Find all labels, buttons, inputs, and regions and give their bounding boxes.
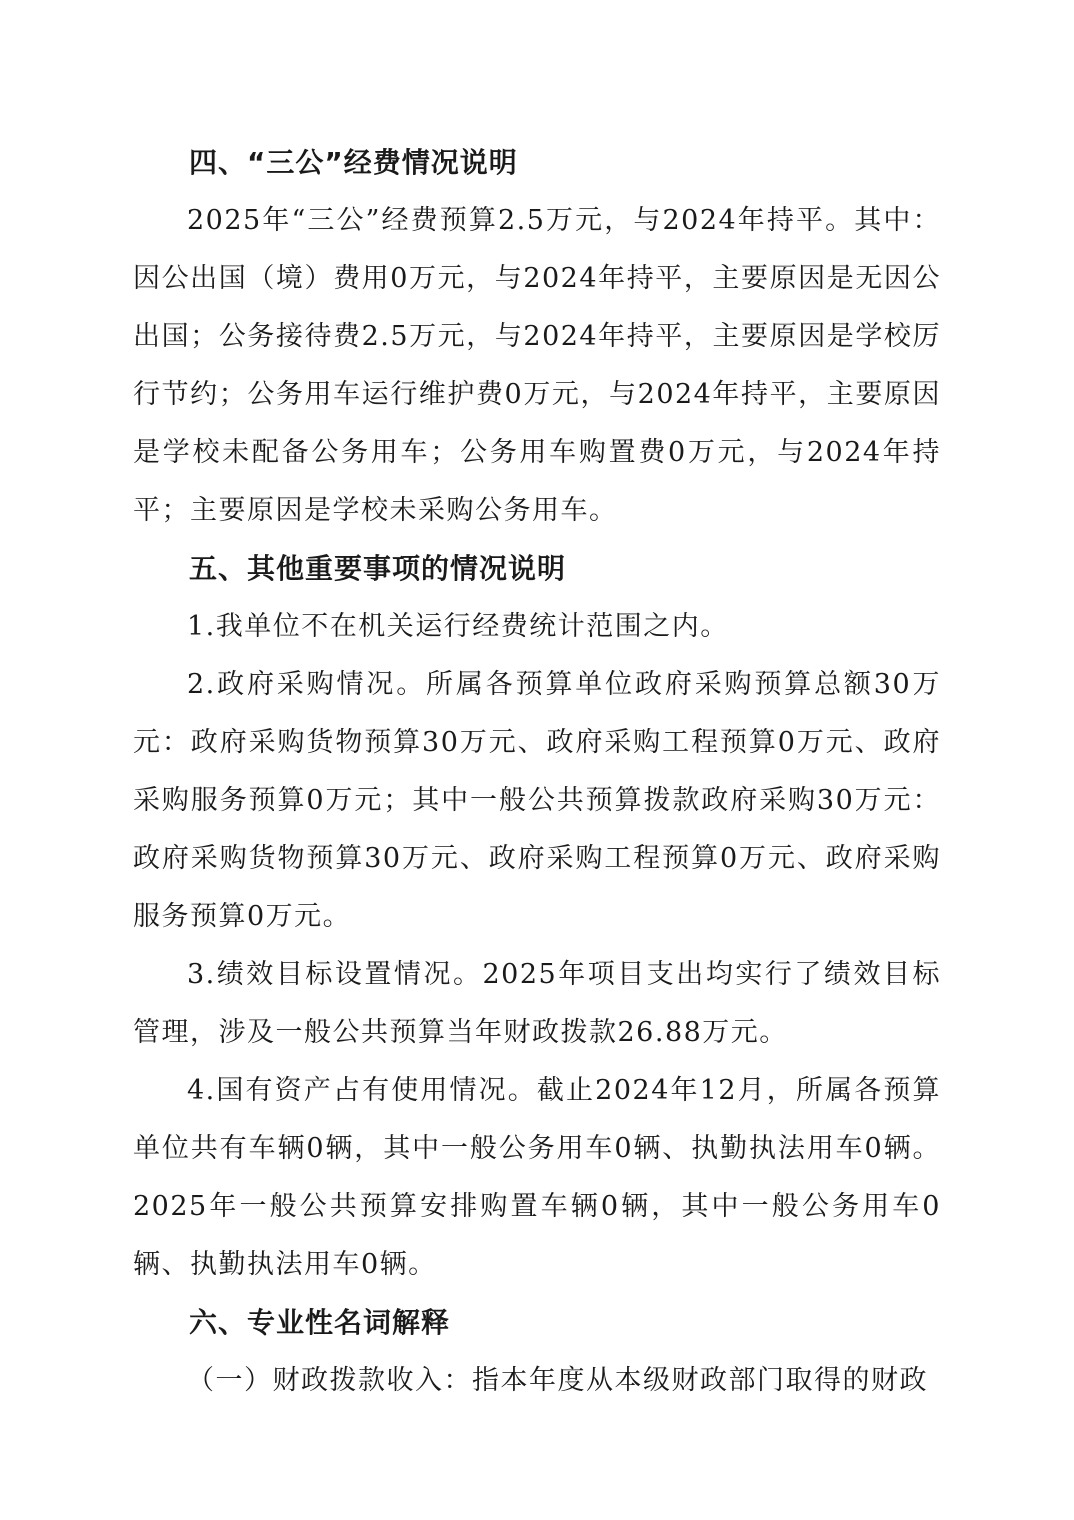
section-heading-sangong: 四、“三公”经费情况说明 xyxy=(189,146,518,179)
paragraph-state-assets: 4.国有资产占有使用情况。截止2024年12月，所属各预算单位共有车辆0辆，其中一般公务用车0辆、执勤执法用车0辆。2025年一般公共预算安排购置车辆0辆，其中一般公务用车0辆、执勤执法用车0辆。 xyxy=(133,1075,941,1280)
section-heading-other-matters: 五、其他重要事项的情况说明 xyxy=(189,552,567,585)
paragraph-sangong-budget: 2025年“三公”经费预算2.5万元，与2024年持平。其中：因公出国（境）费用0万元，与2024年持平，主要原因是无因公出国；公务接待费2.5万元，与2024年持平，主要原因是学校厉行节约；公务用车运行维护费0万元，与2024年持平，主要原因是学校未配备公务用车；公务用车购置费0万元，与2024年持平；主要原因是学校未采购公务用车。 xyxy=(133,205,941,526)
paragraph-government-procurement: 2.政府采购情况。所属各预算单位政府采购预算总额30万元：政府采购货物预算30万元、政府采购工程预算0万元、政府采购服务预算0万元；其中一般公共预算拨款政府采购30万元：政府采购货物预算30万元、政府采购工程预算0万元、政府采购服务预算0万元。 xyxy=(133,669,941,932)
document-body xyxy=(133,134,941,1410)
paragraph-performance-targets: 3.绩效目标设置情况。2025年项目支出均实行了绩效目标管理，涉及一般公共预算当年财政拨款26.88万元。 xyxy=(133,959,941,1048)
paragraph-fiscal-appropriation-income: （一）财政拨款收入：指本年度从本级财政部门取得的财政 xyxy=(187,1365,928,1396)
paragraph-operating-funds: 1.我单位不在机关运行经费统计范围之内。 xyxy=(187,611,729,642)
section-heading-glossary: 六、专业性名词解释 xyxy=(189,1306,451,1339)
